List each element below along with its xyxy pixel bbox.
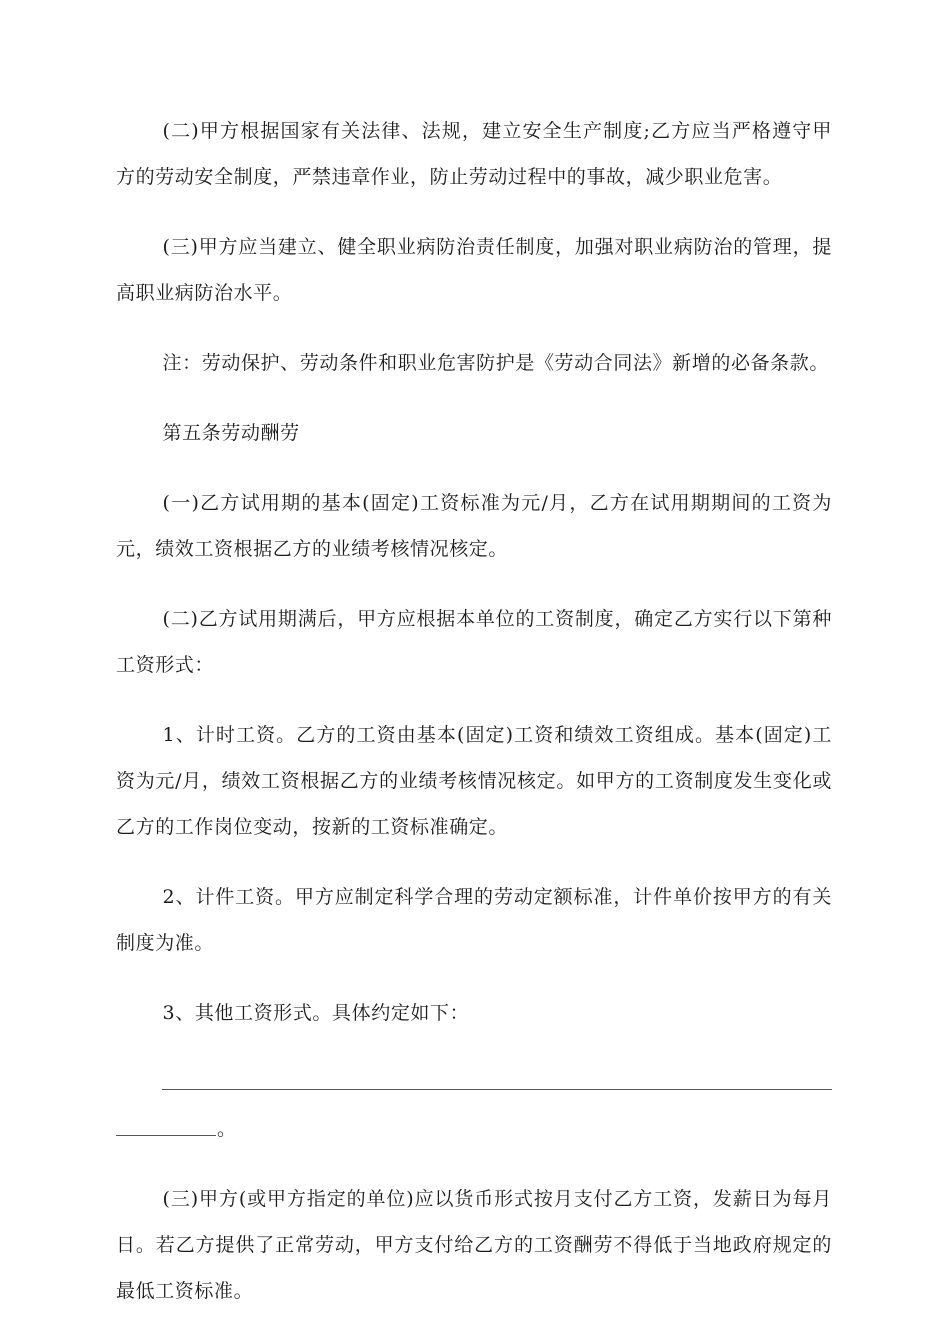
blank-line-short bbox=[116, 1106, 832, 1152]
paragraph-note: 注：劳动保护、劳动条件和职业危害防护是《劳动合同法》新增的必备条款。 bbox=[162, 352, 829, 374]
document-page bbox=[116, 108, 832, 1338]
paragraph-wage-form: (二)乙方试用期满后，甲方应根据本单位的工资制度，确定乙方实行以下第种工资形式： bbox=[116, 608, 832, 676]
paragraph-other-wage: 3、其他工资形式。具体约定如下： bbox=[162, 1002, 470, 1024]
paragraph-payment: (三)甲方(或甲方指定的单位)应以货币形式按月支付乙方工资，发薪日为每月日。若乙方提供了正常劳动，甲方支付给乙方的工资酬劳不得低于当地政府规定的最低工资标准。 bbox=[116, 1188, 832, 1302]
paragraph-time-wage: 1、计时工资。乙方的工资由基本(固定)工资和绩效工资组成。基本(固定)工资为元/月，绩效工资根据乙方的业绩考核情况核定。如甲方的工资制度发生变化或乙方的工作岗位变动，按新的工资标准确定。 bbox=[116, 724, 832, 838]
paragraph-probation-wage: (一)乙方试用期的基本(固定)工资标准为元/月，乙方在试用期期间的工资为元，绩效工资根据乙方的业绩考核情况核定。 bbox=[116, 492, 832, 560]
paragraph-piece-wage: 2、计件工资。甲方应制定科学合理的劳动定额标准，计件单价按甲方的有关制度为准。 bbox=[116, 886, 832, 954]
blank-line-long bbox=[162, 1060, 832, 1106]
blank-period: 。 bbox=[217, 1118, 237, 1140]
paragraph-safety-system: (二)甲方根据国家有关法律、法规，建立安全生产制度;乙方应当严格遵守甲方的劳动安全制度，严禁违章作业，防止劳动过程中的事故，减少职业危害。 bbox=[116, 120, 832, 188]
paragraph-occupational-disease: (三)甲方应当建立、健全职业病防治责任制度，加强对职业病防治的管理，提高职业病防治水平。 bbox=[116, 236, 832, 304]
article-heading: 第五条劳动酬劳 bbox=[162, 422, 300, 444]
fill-in-blank bbox=[116, 1060, 832, 1152]
